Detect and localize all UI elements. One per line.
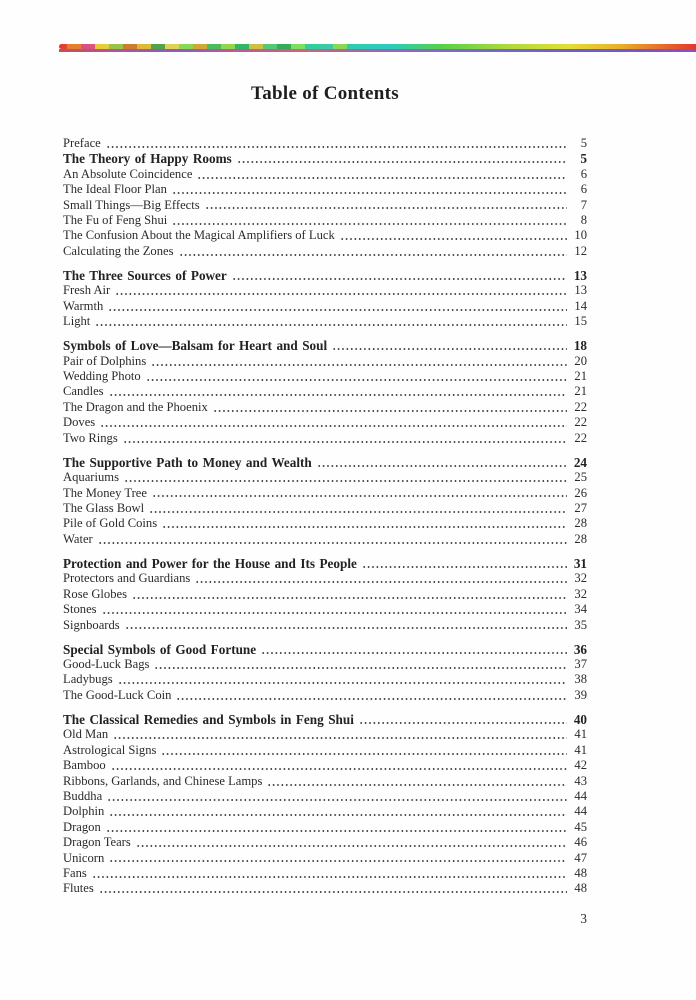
toc-entry (63, 369, 587, 384)
toc-entry-page: 22 (574, 399, 587, 414)
toc-entry (63, 516, 587, 531)
toc-entry-page: 6 (580, 166, 587, 181)
toc-entry-label: Good-Luck Bags (63, 657, 150, 672)
toc-entry-label: An Absolute Coincidence (63, 166, 193, 181)
toc-entry (63, 167, 587, 182)
toc-entry-label: Old Man (63, 727, 109, 742)
toc-entry-page: 6 (580, 182, 587, 197)
page-title: Table of Contents (251, 83, 399, 104)
toc-entry-label: Aquariums (63, 470, 119, 485)
toc-entry-page: 32 (574, 571, 587, 586)
toc-entry-label: Bamboo (63, 758, 106, 773)
toc-entry-label: Dolphin (63, 804, 105, 819)
dot-leader (146, 369, 567, 384)
dot-leader (162, 516, 567, 531)
toc-entry-label: Fresh Air (63, 283, 111, 298)
toc-entry (63, 455, 587, 470)
dot-leader (154, 657, 567, 672)
toc-entry-page: 47 (574, 850, 587, 865)
toc-entry-label: Candles (63, 384, 104, 399)
toc-entry-label: Preface (63, 136, 101, 150)
dot-leader (237, 151, 567, 166)
toc-entry-page: 43 (574, 773, 587, 788)
toc-entry-page: 12 (574, 243, 587, 258)
toc-entry-page: 28 (574, 531, 587, 546)
dot-leader (115, 283, 567, 298)
toc-entry (63, 835, 587, 850)
toc-entry-label: The Dragon and the Phoenix (63, 399, 208, 414)
toc-entry (63, 587, 587, 602)
dot-leader (95, 314, 567, 329)
toc-entry (63, 136, 587, 151)
toc-entry (63, 354, 587, 369)
dot-leader (213, 400, 567, 415)
toc-entry-page: 5 (580, 136, 587, 150)
toc-section (63, 268, 587, 330)
toc-entry-page: 48 (574, 881, 587, 896)
toc-entry-page: 26 (574, 485, 587, 500)
toc-entry-label: Pair of Dolphins (63, 353, 147, 368)
toc-entry (63, 532, 587, 547)
toc-section (63, 556, 587, 633)
dot-leader (109, 851, 567, 866)
toc-entry-page: 39 (574, 687, 587, 702)
toc-entry-label: Dragon Tears (63, 835, 131, 850)
dot-leader (123, 431, 567, 446)
dot-leader (109, 804, 567, 819)
dot-leader (106, 136, 567, 151)
toc-entry-label: Protection and Power for the House and Its People (63, 555, 357, 571)
toc-entry-label: Fans (63, 865, 87, 880)
toc-entry-page: 40 (573, 712, 587, 728)
toc-entry-label: Warmth (63, 298, 104, 313)
toc-entry-page: 18 (573, 338, 587, 354)
toc-entry-page: 7 (580, 197, 587, 212)
toc-entry-page: 25 (574, 470, 587, 485)
toc-entry-label: Stones (63, 602, 97, 617)
toc-entry-label: Protectors and Guardians (63, 571, 191, 586)
toc-entry-label: Flutes (63, 881, 94, 896)
toc-entry-page: 13 (574, 283, 587, 298)
toc-entry-label: Water (63, 531, 93, 546)
toc-entry (63, 881, 587, 896)
toc-entry-page: 24 (573, 454, 587, 470)
toc-entry-label: Wedding Photo (63, 369, 141, 384)
toc-entry (63, 501, 587, 516)
toc-entry (63, 400, 587, 415)
dot-leader (195, 571, 567, 586)
toc-entry-page: 34 (574, 602, 587, 617)
toc-entry (63, 804, 587, 819)
page-content (63, 82, 587, 897)
toc-entry (63, 602, 587, 617)
toc-entry-page: 37 (574, 657, 587, 672)
toc-entry-label: The Money Tree (63, 485, 147, 500)
toc-entry-page: 20 (574, 353, 587, 368)
toc-entry-page: 44 (574, 789, 587, 804)
toc-entry (63, 672, 587, 687)
toc-entry (63, 314, 587, 329)
toc-entry-label: Special Symbols of Good Fortune (63, 641, 257, 657)
dot-leader (111, 758, 567, 773)
dot-leader (100, 415, 567, 430)
toc-entry-label: The Glass Bowl (63, 500, 145, 515)
dot-leader (102, 602, 567, 617)
toc-entry-label: Symbols of Love—Balsam for Heart and Soul (63, 338, 328, 354)
toc-entry (63, 182, 587, 197)
dot-leader (261, 642, 567, 657)
dot-leader (359, 712, 567, 727)
toc-entry-page: 21 (574, 369, 587, 384)
toc-entry-page: 21 (574, 384, 587, 399)
toc-list (63, 136, 587, 897)
toc-entry-page: 32 (574, 586, 587, 601)
dot-leader (108, 299, 567, 314)
toc-entry-page: 45 (574, 819, 587, 834)
dot-leader (136, 835, 567, 850)
toc-section (63, 338, 587, 446)
toc-entry (63, 415, 587, 430)
toc-entry-page: 15 (574, 314, 587, 329)
toc-entry-page: 42 (574, 758, 587, 773)
toc-entry (63, 151, 587, 166)
dot-leader (107, 789, 567, 804)
toc-entry-label: The Fu of Feng Shui (63, 212, 168, 227)
toc-entry-label: Doves (63, 415, 96, 430)
dot-leader (99, 881, 567, 896)
toc-entry-label: Light (63, 314, 91, 329)
dot-leader (118, 672, 567, 687)
toc-entry-page: 41 (574, 727, 587, 742)
toc-entry-page: 36 (573, 641, 587, 657)
toc-entry-page: 44 (574, 804, 587, 819)
toc-entry-label: The Ideal Floor Plan (63, 182, 167, 197)
dot-leader (124, 470, 567, 485)
toc-entry-label: Two Rings (63, 430, 118, 445)
toc-entry (63, 198, 587, 213)
toc-entry (63, 758, 587, 773)
dot-leader (176, 688, 567, 703)
dot-leader (132, 587, 567, 602)
toc-entry (63, 470, 587, 485)
toc-entry (63, 727, 587, 742)
toc-entry (63, 213, 587, 228)
toc-entry-label: The Confusion About the Magical Amplifiers of Luck (63, 228, 335, 243)
toc-entry-label: The Good-Luck Coin (63, 687, 172, 702)
dot-leader (109, 384, 567, 399)
dot-leader (179, 244, 567, 259)
dot-leader (151, 354, 567, 369)
toc-entry-label: Pile of Gold Coins (63, 516, 158, 531)
dot-leader (232, 268, 567, 283)
toc-entry (63, 743, 587, 758)
toc-entry-page: 31 (573, 555, 587, 571)
toc-entry-label: The Theory of Happy Rooms (63, 151, 232, 167)
dot-leader (92, 866, 567, 881)
toc-entry-page: 22 (574, 430, 587, 445)
toc-entry-page: 27 (574, 500, 587, 515)
dot-leader (267, 774, 567, 789)
toc-entry-page: 28 (574, 516, 587, 531)
toc-entry (63, 657, 587, 672)
toc-entry (63, 244, 587, 259)
toc-entry (63, 338, 587, 353)
toc-section (63, 455, 587, 547)
dot-leader (332, 338, 567, 353)
toc-entry-page: 10 (574, 228, 587, 243)
dot-leader (106, 820, 567, 835)
toc-entry-page: 35 (574, 617, 587, 632)
dot-leader (172, 213, 567, 228)
toc-entry (63, 431, 587, 446)
toc-entry-label: Signboards (63, 617, 120, 632)
page-number: 3 (580, 911, 587, 926)
toc-entry-label: Rose Globes (63, 586, 128, 601)
toc-entry (63, 789, 587, 804)
dot-leader (197, 167, 567, 182)
dot-leader (362, 556, 567, 571)
dot-leader (152, 486, 567, 501)
toc-entry (63, 866, 587, 881)
dot-leader (149, 501, 567, 516)
toc-entry (63, 486, 587, 501)
dot-leader (317, 455, 567, 470)
toc-entry (63, 299, 587, 314)
rainbow-stripe (59, 44, 696, 53)
toc-entry-label: The Supportive Path to Money and Wealth (63, 454, 312, 470)
toc-entry (63, 820, 587, 835)
dot-leader (125, 618, 567, 633)
toc-entry (63, 618, 587, 633)
toc-entry-page: 22 (574, 415, 587, 430)
dot-leader (161, 743, 567, 758)
toc-entry-label: Unicorn (63, 850, 105, 865)
toc-entry-label: Small Things—Big Effects (63, 197, 200, 212)
toc-entry (63, 688, 587, 703)
toc-entry-page: 48 (574, 865, 587, 880)
toc-entry-label: Buddha (63, 789, 103, 804)
toc-section (63, 712, 587, 897)
toc-entry-label: Dragon (63, 819, 101, 834)
toc-entry-label: Calculating the Zones (63, 243, 174, 258)
dot-leader (172, 182, 567, 197)
toc-entry-label: Astrological Signs (63, 742, 157, 757)
toc-entry (63, 712, 587, 727)
toc-entry (63, 851, 587, 866)
toc-entry-page: 14 (574, 298, 587, 313)
dot-leader (98, 532, 567, 547)
toc-entry-page: 46 (574, 835, 587, 850)
dot-leader (340, 228, 567, 243)
toc-entry-label: The Three Sources of Power (63, 267, 227, 283)
toc-entry-label: The Classical Remedies and Symbols in Feng Shui (63, 712, 354, 728)
toc-entry (63, 774, 587, 789)
toc-entry-page: 41 (574, 742, 587, 757)
toc-entry (63, 384, 587, 399)
toc-entry-label: Ribbons, Garlands, and Chinese Lamps (63, 773, 263, 788)
toc-entry (63, 571, 587, 586)
rainbow-stripe-bottom-band (59, 49, 696, 52)
toc-entry (63, 642, 587, 657)
toc-entry-page: 5 (580, 151, 587, 167)
toc-section (63, 642, 587, 704)
dot-leader (113, 727, 567, 742)
toc-entry (63, 283, 587, 298)
dot-leader (205, 198, 567, 213)
toc-entry (63, 268, 587, 283)
toc-entry-label: Ladybugs (63, 672, 113, 687)
toc-entry-page: 38 (574, 672, 587, 687)
toc-section (63, 136, 587, 259)
toc-entry (63, 556, 587, 571)
toc-entry (63, 228, 587, 243)
toc-entry-page: 8 (580, 212, 587, 227)
toc-entry-page: 13 (573, 267, 587, 283)
